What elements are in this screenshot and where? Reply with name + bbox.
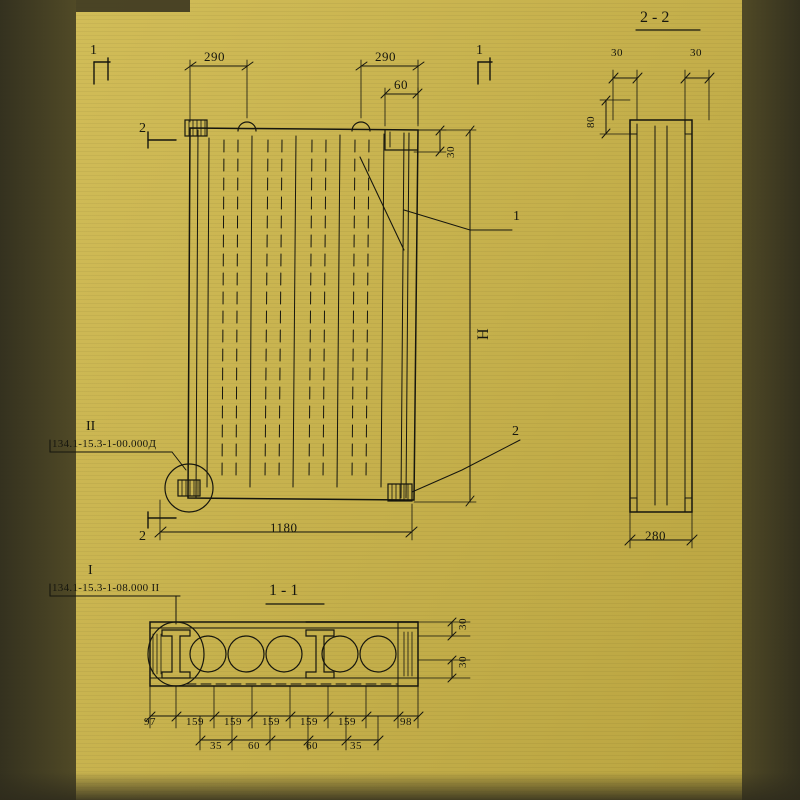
leader-label-2: 2 [512,424,519,439]
detail-II-code: 134.1-15.3-1-00.000Д [52,438,157,450]
section-mark-1-right: 1 [476,43,483,58]
dim-plan-159-e: 159 [338,716,356,728]
section-2-2-title: 2 - 2 [640,9,670,26]
dim-overall-width-1180: 1180 [270,520,298,535]
detail-I-code: 134.1-15.3-1-08.000 II [52,582,160,594]
dim-side-width-280: 280 [645,528,666,543]
dim-plan-sub-60-b: 60 [306,740,318,752]
dim-plan-97: 97 [144,716,156,728]
dim-plan-159-c: 159 [262,716,280,728]
dim-plan-sub-35-b: 35 [350,740,362,752]
detail-I-label: I [88,563,93,578]
dim-plan-159-b: 159 [224,716,242,728]
dim-plan-sub-35-a: 35 [210,740,222,752]
dim-notch-depth-30: 30 [445,146,457,158]
dim-plan-top-30: 30 [457,618,469,630]
section-mark-2-left-top: 2 [139,121,146,136]
dim-side-thickness-80: 80 [585,116,597,128]
section-mark-2-left-bottom: 2 [139,529,146,544]
dim-side-right-30: 30 [690,47,702,59]
dim-plan-159-d: 159 [300,716,318,728]
leader-label-1: 1 [513,209,520,224]
dim-height-H: H [475,328,492,340]
dim-plan-159-a: 159 [186,716,204,728]
dim-plan-sub-60-a: 60 [248,740,260,752]
dim-notch-width-60: 60 [394,77,408,92]
dim-front-left-290: 290 [204,49,225,64]
dim-plan-98: 98 [400,716,412,728]
section-mark-1-top: 1 [90,43,97,58]
dim-side-left-30: 30 [611,47,623,59]
dim-front-right-290: 290 [375,49,396,64]
detail-II-label: II [86,419,96,434]
section-1-1-title: 1 - 1 [269,582,299,599]
dim-plan-mid-30: 30 [457,656,469,668]
